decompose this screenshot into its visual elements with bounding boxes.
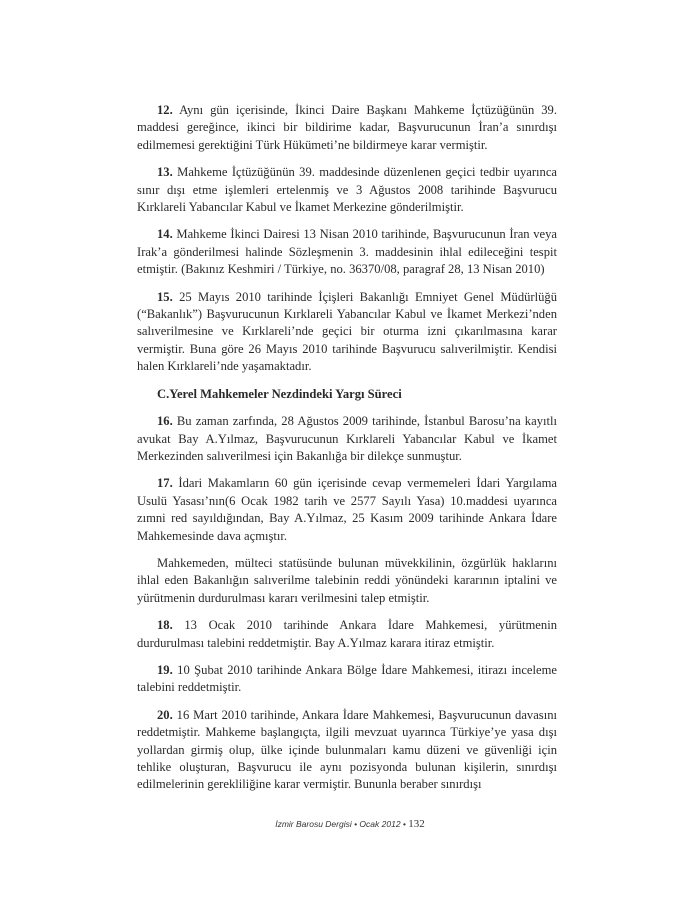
paragraph-text: Mahkeme İçtüzüğünün 39. maddesinde düzenlenen geçici tedbir uyarınca sınır dışı etme işlemleri ertelenmiş ve 3 Ağustos 2008 tarihinde Başvurucu Kırklareli Yabancılar Kabul ve İkamet Merkezine gönderilmiştir. [137,165,558,215]
paragraph-18 [137,617,557,652]
paragraph-20 [137,707,557,794]
paragraph-number: 13. [157,165,173,180]
page-footer [0,818,700,830]
paragraph-text: Bu zaman zarfında, 28 Ağustos 2009 tarihinde, İstanbul Barosu’na kayıtlı avukat Bay A.Yılmaz, Başvurucunun Kırklareli Yabancılar Kabul ve İkamet Merkezinden salıverilmesi için Bakanlığa bir dilekçe sunmuştur. [137,414,557,463]
paragraph-text: Mahkeme İkinci Dairesi 13 Nisan 2010 tarihinde, Başvurucunun İran veya Irak’a gönderilmesi halinde Sözleşmenin 3. maddesinin ihlal edileceğini tespit etmiştir. (Bakınız Keshmiri / Türkiye, no. 36370/08, paragraf 28, 13 Nisan 2010) [137,227,557,277]
paragraph-17 [137,475,557,545]
paragraph-number: 19. [157,662,173,677]
paragraph-number: 18. [157,618,173,633]
paragraph-16 [137,413,557,465]
paragraph-13 [137,164,557,216]
paragraph-number: 17. [157,476,173,491]
paragraph-text: 25 Mayıs 2010 tarihinde İçişleri Bakanlığı Emniyet Genel Müdürlüğü (“Bakanlık”) Başvurucunun Kırklareli Yabancılar Kabul ve İkamet Merkezi’nden salıverilmesine ve Kırklareli’nde geçici bir oturma izni çıkarılmasına karar vermiştir. Buna göre 26 Mayıs 2010 tarihinde Başvurucu salıverilmiştir. Kendisi halen Kırklareli’nde yaşamaktadır. [137,289,557,374]
paragraph-number: 20. [157,707,173,722]
paragraph-number: 16. [157,414,173,429]
paragraph-text: 13 Ocak 2010 tarihinde Ankara İdare Mahkemesi, yürütmenin durdurulması talebini reddetmiştir. Bay A.Yılmaz karara itiraz etmiştir. [137,618,557,650]
paragraph-12 [137,102,557,154]
paragraph-number: 12. [157,103,173,117]
paragraph-text: İdari Makamların 60 gün içerisinde cevap vermemeleri İdari Yargılama Usulü Yasası’nın(6 Ocak 1982 tarih ve 2577 Sayılı Yasa) 10.maddesi uyarınca zımni red sayıldığından, Bay A.Yılmaz, 25 Kasım 2009 tarihinde Ankara İdare Mahkemesinde dava açmıştır. [137,476,557,543]
journal-name: İzmir Barosu Dergisi • Ocak 2012 • [275,819,406,829]
paragraph-17-continued [137,555,557,607]
paragraph-14 [137,226,557,278]
paragraph-text: Mahkemeden, mülteci statüsünde bulunan müvekkilinin, özgürlük haklarını ihlal eden Bakanlığın salıverilme talebinin reddi yönündeki kararının iptalini ve yürütmenin durdurulması kararı verilmesini talep etmiştir. [137,555,557,605]
paragraph-number: 14. [157,227,173,242]
page-number: 132 [408,818,425,830]
paragraph-15 [137,289,557,376]
paragraph-19 [137,662,557,697]
paragraph-number: 15. [157,289,173,304]
section-heading: C.Yerel Mahkemeler Nezdindeki Yargı Süreci [157,386,402,401]
paragraph-text: 16 Mart 2010 tarihinde, Ankara İdare Mahkemesi, Başvurucunun davasını reddetmiştir. Mahkeme başlangıçta, ilgili mevzuat uyarınca Türkiye’ye yasa dışı yollardan girmiş olup, ülke içinde bulunmaları kamu düzeni ve güvenliği için tehlike oluşturan, Başvurucu ile aynı pozisyonda bulunan kişilerin, sınırdışı edilmelerinin gerekliliğine karar vermiştir. Bununla beraber sınırdışı [137,707,557,792]
document-body [137,102,557,804]
paragraph-text: 10 Şubat 2010 tarihinde Ankara Bölge İdare Mahkemesi, itirazı inceleme talebini reddetmiştir. [137,662,557,695]
paragraph-text: Aynı gün içerisinde, İkinci Daire Başkanı Mahkeme İçtüzüğünün 39. maddesi gereğince, ikinci bir bildirime kadar, Başvurucunun İran’a sınırdışı edilmemesi gerektiğini Türk Hükümeti’ne bildirmeye karar vermiştir. [137,103,557,152]
